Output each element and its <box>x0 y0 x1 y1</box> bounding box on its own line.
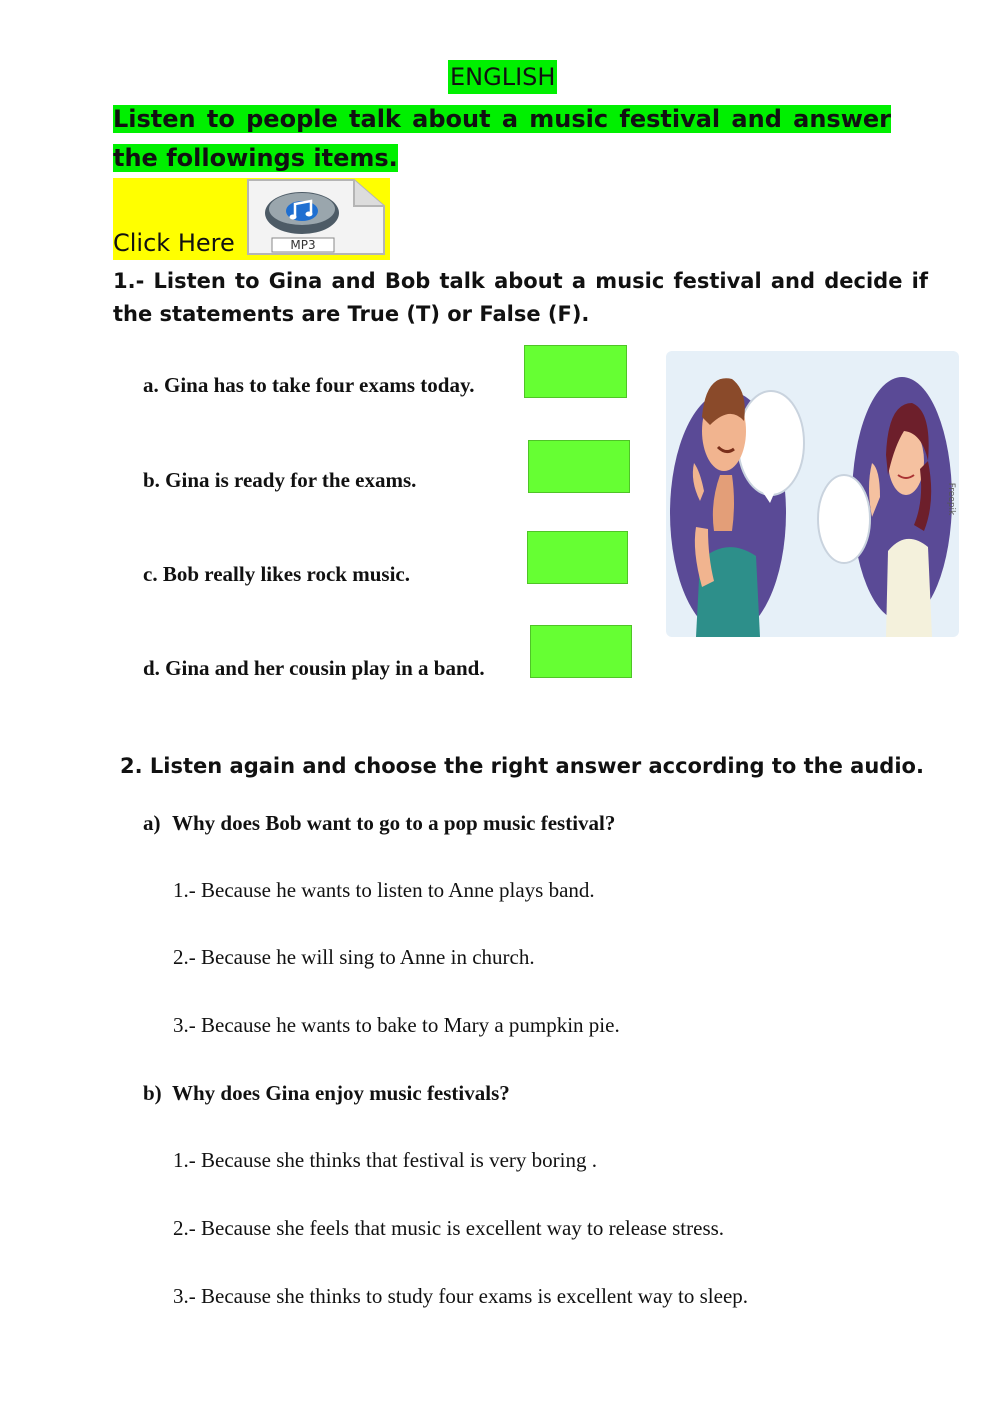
question-b <box>143 1079 510 1107</box>
question-b-text: Why does Gina enjoy music festivals? <box>172 1081 510 1105</box>
mp3-icon-label: MP3 <box>290 238 316 252</box>
question-b-option-1[interactable]: 1.- Because she thinks that festival is very boring . <box>173 1148 597 1172</box>
answer-box-c[interactable] <box>527 531 628 584</box>
question-b-option-3[interactable]: 3.- Because she thinks to study four exams is excellent way to sleep. <box>173 1284 749 1308</box>
answer-box-b[interactable] <box>528 440 630 493</box>
question-a-option-1[interactable]: 1.- Because he wants to listen to Anne plays band. <box>173 878 595 902</box>
question-b-label: b) <box>143 1081 162 1105</box>
section2-prompt: 2. Listen again and choose the right answer according to the audio. <box>120 754 924 778</box>
statement-c: c. Bob really likes rock music. <box>143 562 410 586</box>
question-b-option-2[interactable]: 2.- Because she feels that music is excellent way to release stress. <box>173 1216 725 1240</box>
mp3-file-icon[interactable] <box>244 178 390 256</box>
statement-d: d. Gina and her cousin play in a band. <box>143 656 485 680</box>
statement-b: b. Gina is ready for the exams. <box>143 468 417 492</box>
answer-box-d[interactable] <box>530 625 632 678</box>
question-a-option-3[interactable]: 3.- Because he wants to bake to Mary a pumpkin pie. <box>173 1013 620 1037</box>
question-a-option-2[interactable]: 2.- Because he will sing to Anne in church. <box>173 945 535 969</box>
question-a-label: a) <box>143 811 161 835</box>
two-people-talking-illustration <box>666 351 959 637</box>
question-a-text: Why does Bob want to go to a pop music festival? <box>172 811 616 835</box>
section1-prompt: 1.- Listen to Gina and Bob talk about a music festival and decide if the statements are True (T) or False (F). <box>113 269 928 326</box>
page-title: ENGLISH <box>448 60 557 94</box>
instructions: Listen to people talk about a music festival and answer the followings items. <box>113 105 891 172</box>
answer-box-a[interactable] <box>524 345 627 398</box>
statement-a: a. Gina has to take four exams today. <box>143 373 475 397</box>
freepik-watermark: Freepik <box>946 482 956 516</box>
question-a <box>143 809 615 837</box>
click-here-link[interactable]: Click Here <box>113 229 235 257</box>
